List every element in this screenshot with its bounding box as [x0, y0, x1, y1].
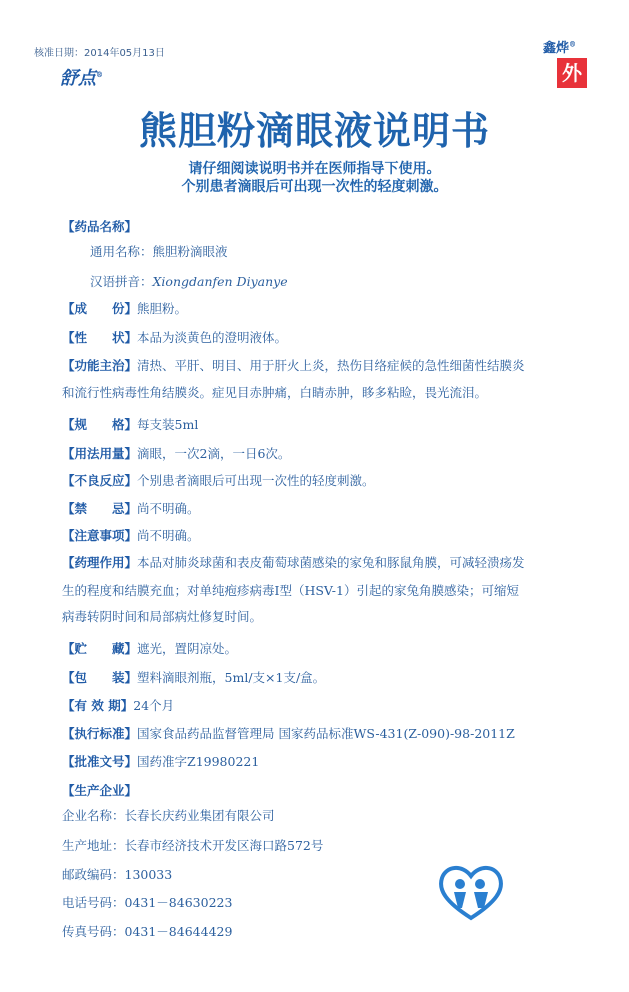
section-text: 清热、平肝、明目、用于肝火上炎，热伤目络症候的急性细菌性结膜炎: [137, 358, 525, 373]
section-pharmacology-cont2: 病毒转阴时间和局部病灶修复时间。: [62, 609, 263, 624]
section-text: 国家食品药品监督管理局 国家药品标准WS-431(Z-090)-98-2011Z: [137, 726, 515, 741]
brand-logo-left: [60, 64, 103, 90]
section-label: 【规 格】: [62, 417, 138, 432]
section-shelf-life: [62, 695, 582, 717]
manufacturer-heading: [62, 780, 582, 802]
manufacturer-company: 企业名称：长春长庆药业集团有限公司: [62, 808, 275, 823]
pinyin-name: [90, 272, 288, 290]
section-label: 【批准文号】: [62, 754, 138, 769]
brand-logo-right-text: 鑫烨: [543, 41, 570, 56]
section-standard: [62, 723, 582, 745]
drug-name-label: [62, 216, 582, 238]
heart-people-logo-icon: [436, 862, 506, 922]
section-label: 【不良反应】: [62, 473, 138, 488]
subtitle-line-1: 请仔细阅读说明书并在医师指导下使用。: [188, 161, 441, 177]
section-indications-cont: 和流行性病毒性角结膜炎。症见目赤肿痛，白睛赤肿，眵多粘睑，畏光流泪。: [62, 385, 488, 400]
pinyin-label: 汉语拼音：: [90, 274, 153, 289]
brand-logo-right: [543, 37, 576, 56]
manufacturer-postcode: 邮政编码：130033: [62, 867, 173, 882]
section-text: 国药准字Z19980221: [137, 754, 260, 769]
section-adverse-reactions: [62, 470, 582, 492]
section-label: 【禁 忌】: [62, 501, 138, 516]
section-ingredients: [62, 298, 582, 320]
section-pharmacology-cont: 生的程度和结膜充血；对单纯疱疹病毒I型（HSV-1）引起的家兔角膜感染；可缩短: [62, 583, 519, 598]
section-label: 【注意事项】: [62, 528, 138, 543]
section-approval-number: [62, 751, 582, 773]
section-text: 遮光，置阴凉处。: [137, 641, 238, 656]
section-label: 【成 份】: [62, 301, 138, 316]
section-package: [62, 667, 582, 689]
section-text: 24个月: [133, 698, 175, 713]
manufacturer-label: 【生产企业】: [62, 783, 138, 798]
section-storage: [62, 638, 582, 660]
section-text: 本品为淡黄色的澄明液体。: [137, 330, 288, 345]
manufacturer-phone: 电话号码：0431－84630223: [62, 895, 233, 910]
section-text: 尚不明确。: [137, 501, 200, 516]
manufacturer-fax: 传真号码：0431－84644429: [62, 924, 233, 939]
section-text: 每支装5ml: [137, 417, 199, 432]
section-label: 【性 状】: [62, 330, 138, 345]
section-text: 滴眼，一次2滴，一日6次。: [137, 446, 291, 461]
section-label: 【包 装】: [62, 670, 138, 685]
section-text: 熊胆粉。: [137, 301, 188, 316]
page-title: 熊胆粉滴眼液说明书: [138, 108, 490, 153]
generic-name: 通用名称：熊胆粉滴眼液: [90, 244, 228, 259]
subtitle-line-2: 个别患者滴眼后可出现一次性的轻度刺激。: [181, 179, 448, 195]
section-text: 尚不明确。: [137, 528, 200, 543]
brand-logo-left-mark: ®: [96, 70, 103, 79]
section-label: 【有 效 期】: [62, 698, 134, 713]
section-description: [62, 327, 582, 349]
pinyin-value: Xiongdanfen Diyanye: [152, 274, 288, 289]
section-indications: [62, 355, 582, 377]
section-label: 【用法用量】: [62, 446, 138, 461]
section-dosage: [62, 443, 582, 465]
section-text: 个别患者滴眼后可出现一次性的轻度刺激。: [137, 473, 375, 488]
section-label: 【药理作用】: [62, 555, 138, 570]
brand-logo-left-text: 舒点: [60, 68, 96, 89]
section-precautions: [62, 525, 582, 547]
section-text: 塑料滴眼剂瓶，5ml/支×1支/盒。: [137, 670, 326, 685]
external-use-badge: 外: [557, 58, 587, 88]
section-label: 【贮 藏】: [62, 641, 138, 656]
manufacturer-address: 生产地址：长春市经济技术开发区海口路572号: [62, 838, 324, 853]
section-label: 【功能主治】: [62, 358, 138, 373]
brand-logo-right-mark: ®: [569, 39, 577, 49]
section-specification: [62, 414, 582, 436]
drug-name-heading: 【药品名称】: [62, 219, 138, 234]
section-text: 本品对肺炎球菌和表皮葡萄球菌感染的家兔和豚鼠角膜，可减轻溃疡发: [137, 555, 525, 570]
section-pharmacology: [62, 552, 582, 574]
approval-date: 核准日期：2014年05月13日: [34, 48, 165, 59]
section-label: 【执行标准】: [62, 726, 138, 741]
section-contraindications: [62, 498, 582, 520]
